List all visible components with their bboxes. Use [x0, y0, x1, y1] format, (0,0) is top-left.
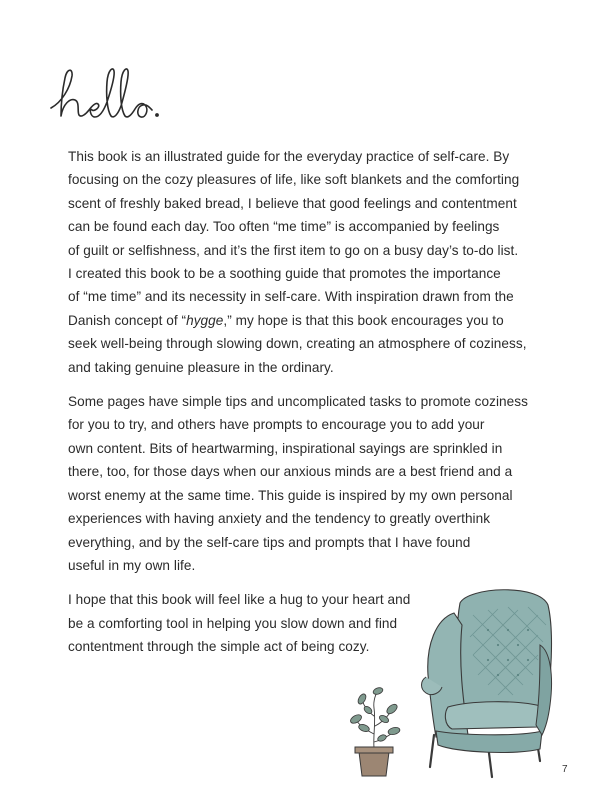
text-line: be a comforting tool in helping you slow down and find: [68, 615, 398, 631]
text-line: I hope that this book will feel like a hug to your heart and: [68, 592, 411, 608]
hygge-line-before: Danish concept of “: [68, 312, 187, 328]
text-line: there, too, for those days when our anxious minds are a best friend and a: [68, 464, 513, 480]
text-line: scent of freshly baked bread, I believe that good feelings and contentment: [68, 195, 517, 211]
text-line: can be found each day. Too often “me time” is accompanied by feelings: [68, 219, 500, 235]
text-line: contentment through the simple act of being cozy.: [68, 639, 370, 655]
text-line: This book is an illustrated guide for the everyday practice of self-care. By: [68, 149, 510, 164]
text-line: focusing on the cozy pleasures of life, like soft blankets and the comforting: [68, 172, 520, 188]
text-line: useful in my own life.: [68, 557, 196, 573]
text-line: worst enemy at the same time. This guide is inspired by my own personal: [68, 487, 513, 503]
page-number: 7: [562, 764, 568, 775]
hygge-word: hygge: [186, 312, 224, 328]
text-line: Some pages have simple tips and uncomplicated tasks to promote coziness: [68, 394, 528, 410]
text-line: everything, and by the self-care tips and prompts that I have found: [68, 534, 471, 550]
hygge-line-after: ,” my hope is that this book encourages you to: [223, 312, 504, 328]
hygge-line: [68, 309, 538, 332]
text-line: seek well-being through slowing down, creating an atmosphere of coziness,: [68, 336, 527, 352]
text-line: of “me time” and its necessity in self-care. With inspiration drawn from the: [68, 289, 514, 305]
hello-heading: [48, 62, 198, 132]
text-line: of guilt or selfishness, and it’s the first item to go on a busy day’s to-do list.: [68, 242, 519, 258]
paragraph-2: [68, 390, 538, 577]
potted-plant-illustration: [340, 686, 408, 781]
text-line: own content. Bits of heartwarming, inspirational sayings are sprinkled in: [68, 440, 503, 456]
text-line: for you to try, and others have prompts to encourage you to add your: [68, 417, 485, 433]
armchair-illustration: [418, 585, 556, 785]
text-line: experiences with having anxiety and the tendency to greatly overthink: [68, 511, 491, 527]
text-line: I created this book to be a soothing guide that promotes the importance: [68, 266, 501, 282]
text-line: and taking genuine pleasure in the ordinary.: [68, 359, 334, 375]
paragraph-1: [68, 145, 538, 379]
